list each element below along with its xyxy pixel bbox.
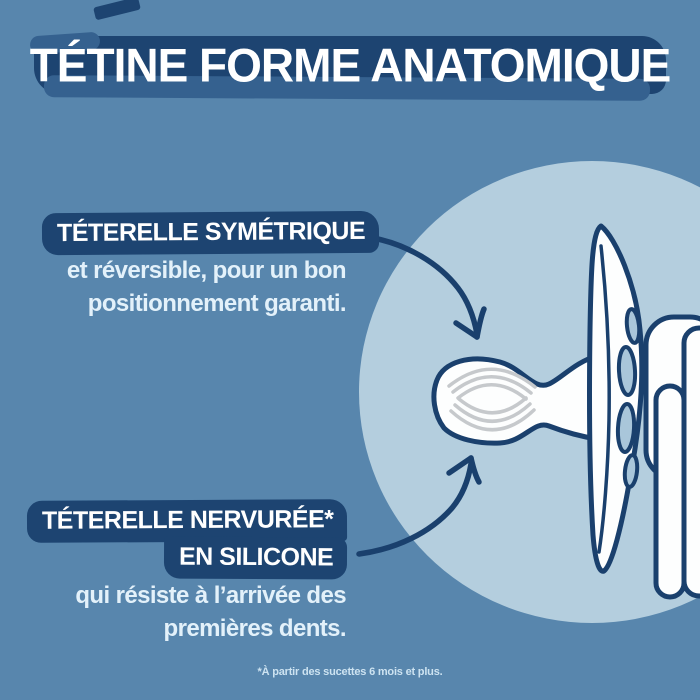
- page-title: TÉTINE FORME ANATOMIQUE: [29, 38, 671, 92]
- feature-badge-silicone: EN SILICONE: [164, 537, 347, 580]
- title-banner: [29, 36, 671, 94]
- feature-description-symmetric: [16, 254, 346, 320]
- ring-handle-near: [656, 386, 684, 597]
- description-line: premières dents.: [163, 615, 346, 642]
- feature-badge-symmetric: TÉTERELLE SYMÉTRIQUE: [42, 211, 379, 255]
- feature-description-ribbed: [16, 579, 346, 645]
- feature-badge-ribbed: TÉTERELLE NERVURÉE*: [26, 499, 347, 543]
- description-line: qui résiste à l’arrivée des: [75, 582, 346, 609]
- description-line: positionnement garanti.: [87, 290, 346, 317]
- footnote: *À partir des sucettes 6 mois et plus.: [257, 666, 443, 678]
- description-line: et réversible, pour un bon: [66, 257, 346, 284]
